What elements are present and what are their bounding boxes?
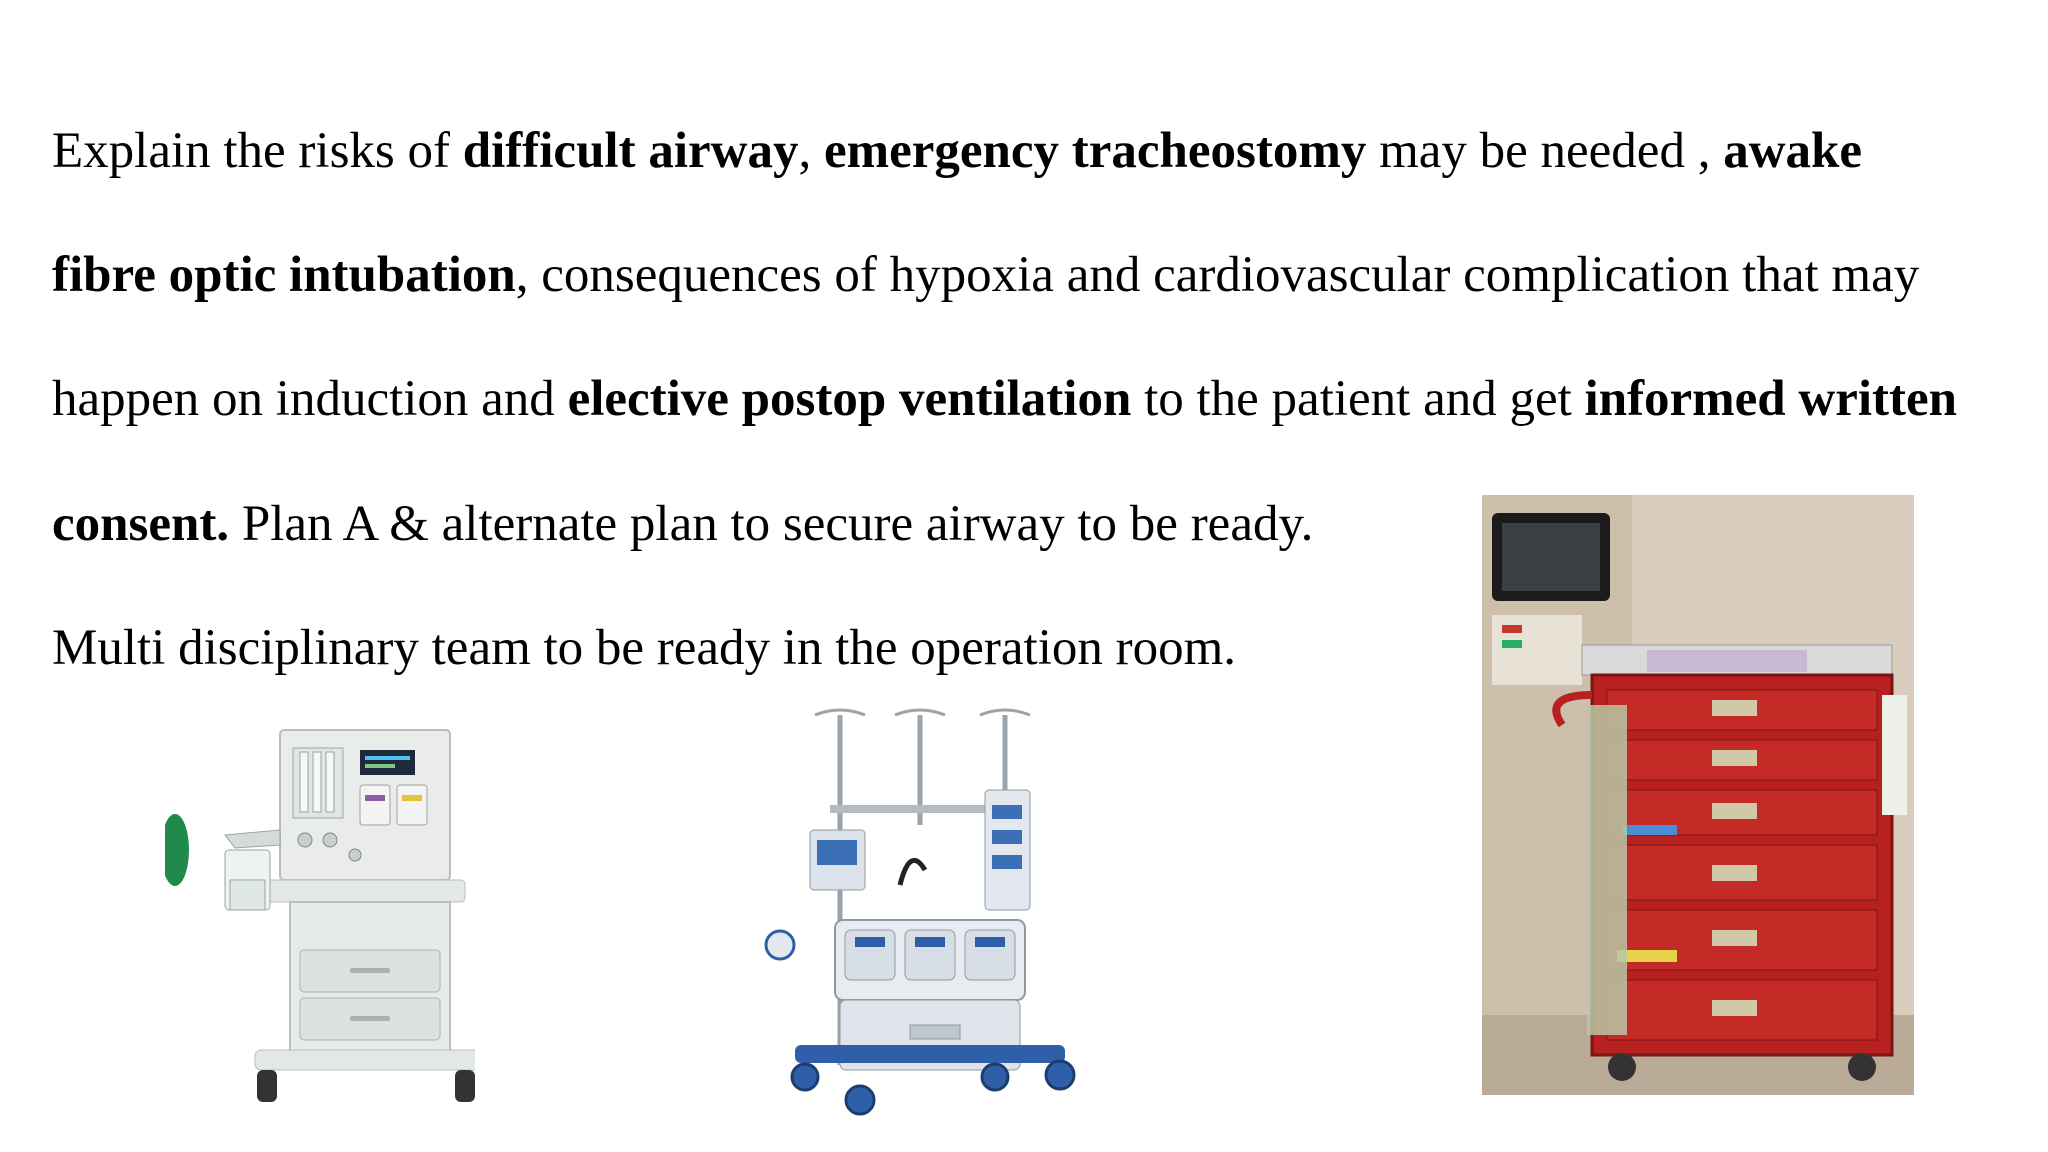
bold-run: fibre optic intubation — [52, 247, 516, 303]
paragraph-line-5 — [52, 618, 1236, 678]
text-run: Plan A & alternate plan to secure airway to be ready. — [229, 496, 1314, 552]
bold-run: elective postop ventilation — [567, 371, 1132, 427]
bold-run: difficult airway — [462, 123, 799, 179]
ecmo-machine-photo-icon — [760, 705, 1100, 1125]
text-run: , — [798, 123, 824, 179]
ecmo-machine-image — [760, 705, 1100, 1125]
text-run: to the patient and get — [1131, 371, 1585, 427]
paragraph-line-1 — [52, 121, 1862, 181]
crash-cart-image — [1482, 495, 1914, 1095]
text-run: , consequences of hypoxia and cardiovascular complication that may — [515, 247, 1920, 303]
anesthesia-machine-image — [165, 720, 475, 1120]
bold-run: awake — [1723, 123, 1863, 179]
paragraph-line-3 — [52, 369, 1957, 429]
text-run: may be needed , — [1366, 123, 1724, 179]
text-run: happen on induction and — [52, 371, 568, 427]
text-run: Multi disciplinary team to be ready in the operation room. — [52, 620, 1237, 676]
bold-run: consent. — [52, 496, 230, 552]
paragraph-line-2 — [52, 245, 1919, 305]
bold-run: emergency tracheostomy — [823, 123, 1367, 179]
paragraph-line-4 — [52, 494, 1313, 554]
bold-run: informed written — [1584, 371, 1958, 427]
text-run: Explain the risks of — [52, 123, 463, 179]
anesthesia-machine-photo-icon — [165, 720, 475, 1120]
crash-cart-photo-icon — [1482, 495, 1914, 1095]
